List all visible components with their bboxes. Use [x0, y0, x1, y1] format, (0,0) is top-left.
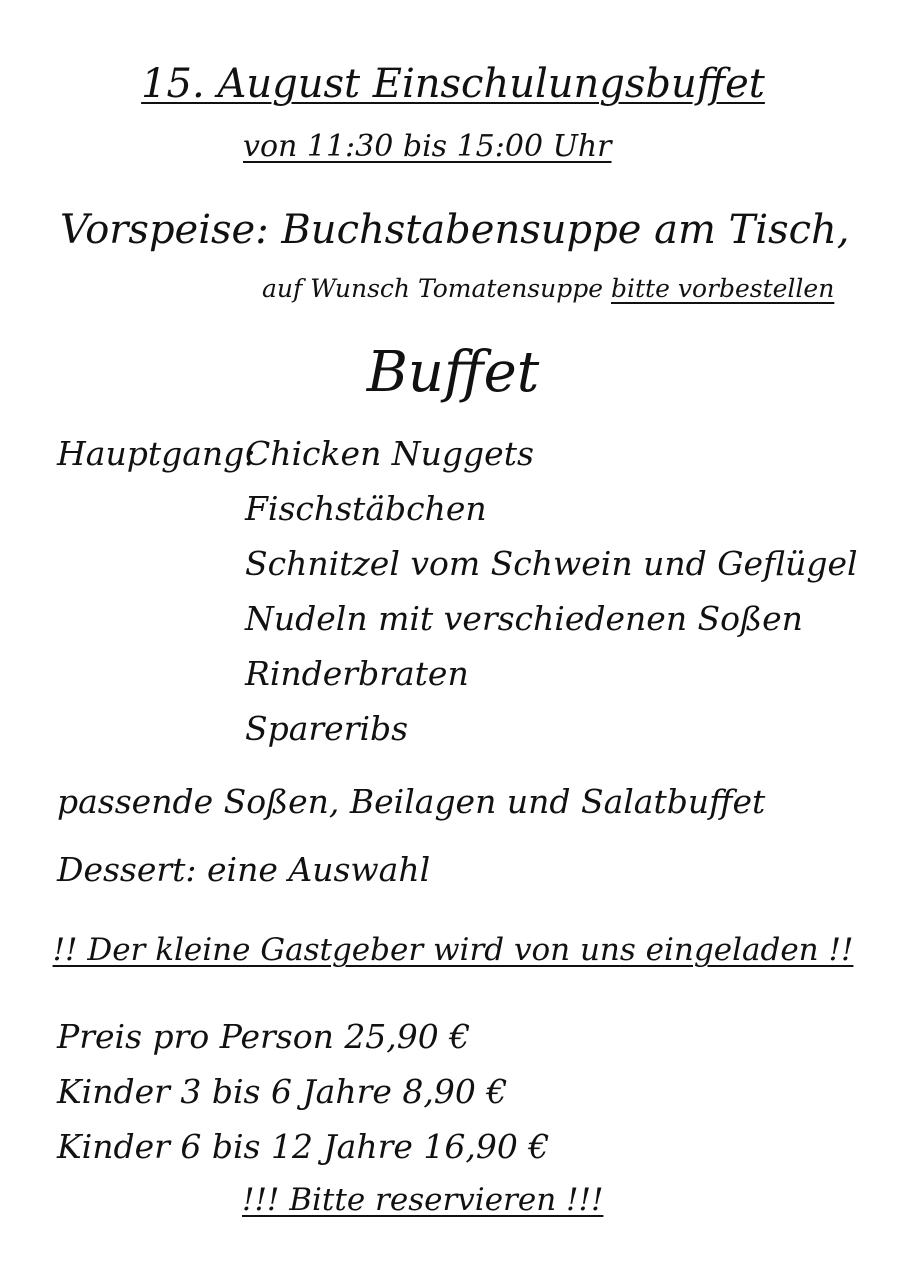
- starter-line: Vorspeise: Buchstabensuppe am Tisch,: [60, 207, 850, 253]
- price-line: Kinder 3 bis 6 Jahre 8,90 €: [57, 1072, 508, 1111]
- dessert-line: Dessert: eine Auswahl: [57, 850, 431, 889]
- dish-item: Chicken Nuggets: [245, 434, 534, 473]
- buffet-heading: Buffet: [366, 340, 540, 405]
- dish-item: Nudeln mit verschiedenen Soßen: [245, 599, 803, 638]
- sides-line: passende Soßen, Beilagen und Salatbuffet: [57, 782, 766, 821]
- starter-note: [262, 276, 834, 301]
- dish-item: Schnitzel vom Schwein und Geflügel: [245, 544, 858, 583]
- dish-item: Fischstäbchen: [245, 489, 487, 528]
- price-line: Preis pro Person 25,90 €: [57, 1017, 471, 1056]
- menu-title: 15. August Einschulungsbuffet: [141, 61, 765, 107]
- reservation-note: !!! Bitte reservieren !!!: [242, 1182, 604, 1218]
- dish-item: Rinderbraten: [245, 654, 469, 693]
- price-line: Kinder 6 bis 12 Jahre 16,90 €: [57, 1127, 550, 1166]
- event-time: von 11:30 bis 15:00 Uhr: [243, 129, 612, 164]
- main-course-label: Hauptgang:: [57, 434, 256, 473]
- starter-note-text: auf Wunsch Tomatensuppe: [262, 274, 611, 303]
- guest-note: !! Der kleine Gastgeber wird von uns eingeladen !!: [52, 932, 854, 968]
- preorder-note: bitte vorbestellen: [611, 274, 835, 303]
- dish-item: Spareribs: [245, 709, 409, 748]
